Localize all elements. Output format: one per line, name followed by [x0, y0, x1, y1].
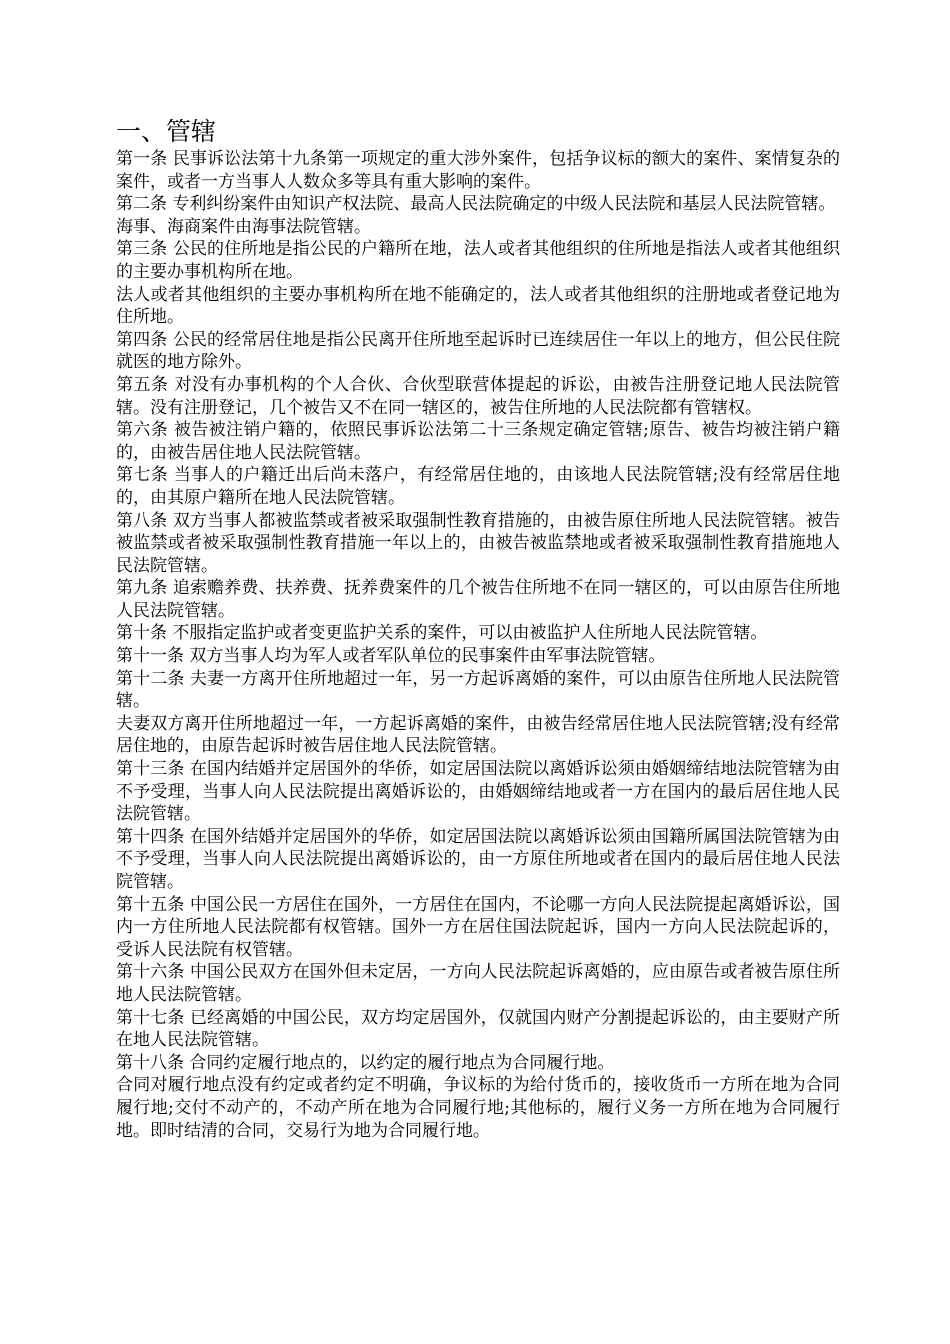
- paragraph-17: 第十四条 在国外结婚并定居国外的华侨，如定居国法院以离婚诉讼须由国籍所属国法院管辖为由不予受理，当事人向人民法院提出离婚诉讼的，由一方原住所地或者在国内的最后居住地人民法院管辖。: [116, 826, 840, 892]
- paragraph-9: 第七条 当事人的户籍迁出后尚未落户，有经常居住地的，由该地人民法院管辖;没有经常居住地的，由其原户籍所在地人民法院管辖。: [116, 465, 840, 508]
- paragraph-7: 第五条 对没有办事机构的个人合伙、合伙型联营体提起的诉讼，由被告注册登记地人民法院管辖。没有注册登记，几个被告又不在同一辖区的，被告住所地的人民法院都有管辖权。: [116, 374, 840, 418]
- paragraph-10: 第八条 双方当事人都被监禁或者被采取强制性教育措施的，由被告原住所地人民法院管辖。被告被监禁或者被采取强制性教育措施一年以上的，由被告被监禁地或者被采取强制性教育措施地人民法院管辖。: [116, 510, 840, 576]
- paragraph-12: 第十条 不服指定监护或者变更监护关系的案件，可以由被监护人住所地人民法院管辖。: [116, 623, 768, 644]
- paragraph-18: 第十五条 中国公民一方居住在国外，一方居住在国内，不论哪一方向人民法院提起离婚诉讼，国内一方住所地人民法院都有权管辖。国外一方在居住国法院起诉，国内一方向人民法院起诉的，受诉人民法院有权管辖。: [116, 894, 840, 960]
- paragraph-3: 海事、海商案件由海事法院管辖。: [116, 216, 371, 237]
- paragraph-4: 第三条 公民的住所地是指公民的户籍所在地，法人或者其他组织的住所地是指法人或者其他组织的主要办事机构所在地。: [116, 239, 840, 282]
- paragraph-14: 第十二条 夫妻一方离开住所地超过一年，另一方起诉离婚的案件，可以由原告住所地人民法院管辖。: [116, 668, 840, 712]
- paragraph-11: 第九条 追索赡养费、扶养费、抚养费案件的几个被告住所地不在同一辖区的，可以由原告住所地人民法院管辖。: [116, 578, 840, 621]
- paragraph-20: 第十七条 已经离婚的中国公民，双方均定居国外，仅就国内财产分割提起诉讼的，由主要财产所在地人民法院管辖。: [116, 1007, 840, 1051]
- paragraph-15: 夫妻双方离开住所地超过一年，一方起诉离婚的案件，由被告经常居住地人民法院管辖;没有经常居住地的，由原告起诉时被告居住地人民法院管辖。: [116, 713, 840, 757]
- paragraph-19: 第十六条 中国公民双方在国外但未定居，一方向人民法院起诉离婚的，应由原告或者被告原住所地人民法院管辖。: [116, 962, 840, 1005]
- document-page: [116, 116, 840, 1142]
- paragraph-2: 第二条 专利纠纷案件由知识产权法院、最高人民法院确定的中级人民法院和基层人民法院管辖。: [116, 194, 836, 215]
- paragraph-8: 第六条 被告被注销户籍的，依照民事诉讼法第二十三条规定确定管辖;原告、被告均被注销户籍的，由被告居住地人民法院管辖。: [116, 420, 840, 463]
- paragraph-1: 第一条 民事诉讼法第十九条第一项规定的重大涉外案件，包括争议标的额大的案件、案情复杂的案件，或者一方当事人人数众多等具有重大影响的案件。: [116, 149, 840, 192]
- paragraph-6: 第四条 公民的经常居住地是指公民离开住所地至起诉时已连续居住一年以上的地方，但公民住院就医的地方除外。: [116, 329, 840, 373]
- paragraph-22: 合同对履行地点没有约定或者约定不明确，争议标的为给付货币的，接收货币一方所在地为合同履行地;交付不动产的，不动产所在地为合同履行地;其他标的，履行义务一方所在地为合同履行地。即时结清的合同，交易行为地为合同履行地。: [116, 1075, 840, 1141]
- paragraph-13: 第十一条 双方当事人均为军人或者军队单位的民事案件由军事法院管辖。: [116, 646, 666, 667]
- document-body: [116, 148, 840, 1142]
- paragraph-5: 法人或者其他组织的主要办事机构所在地不能确定的，法人或者其他组织的注册地或者登记地为住所地。: [116, 284, 840, 328]
- paragraph-16: 第十三条 在国内结婚并定居国外的华侨，如定居国法院以离婚诉讼须由婚姻缔结地法院管辖为由不予受理，当事人向人民法院提出离婚诉讼的，由婚姻缔结地或者一方在国内的最后居住地人民法院管辖。: [116, 759, 840, 825]
- paragraph-21: 第十八条 合同约定履行地点的，以约定的履行地点为合同履行地。: [116, 1052, 615, 1073]
- section-heading: 一、管辖: [116, 117, 217, 146]
